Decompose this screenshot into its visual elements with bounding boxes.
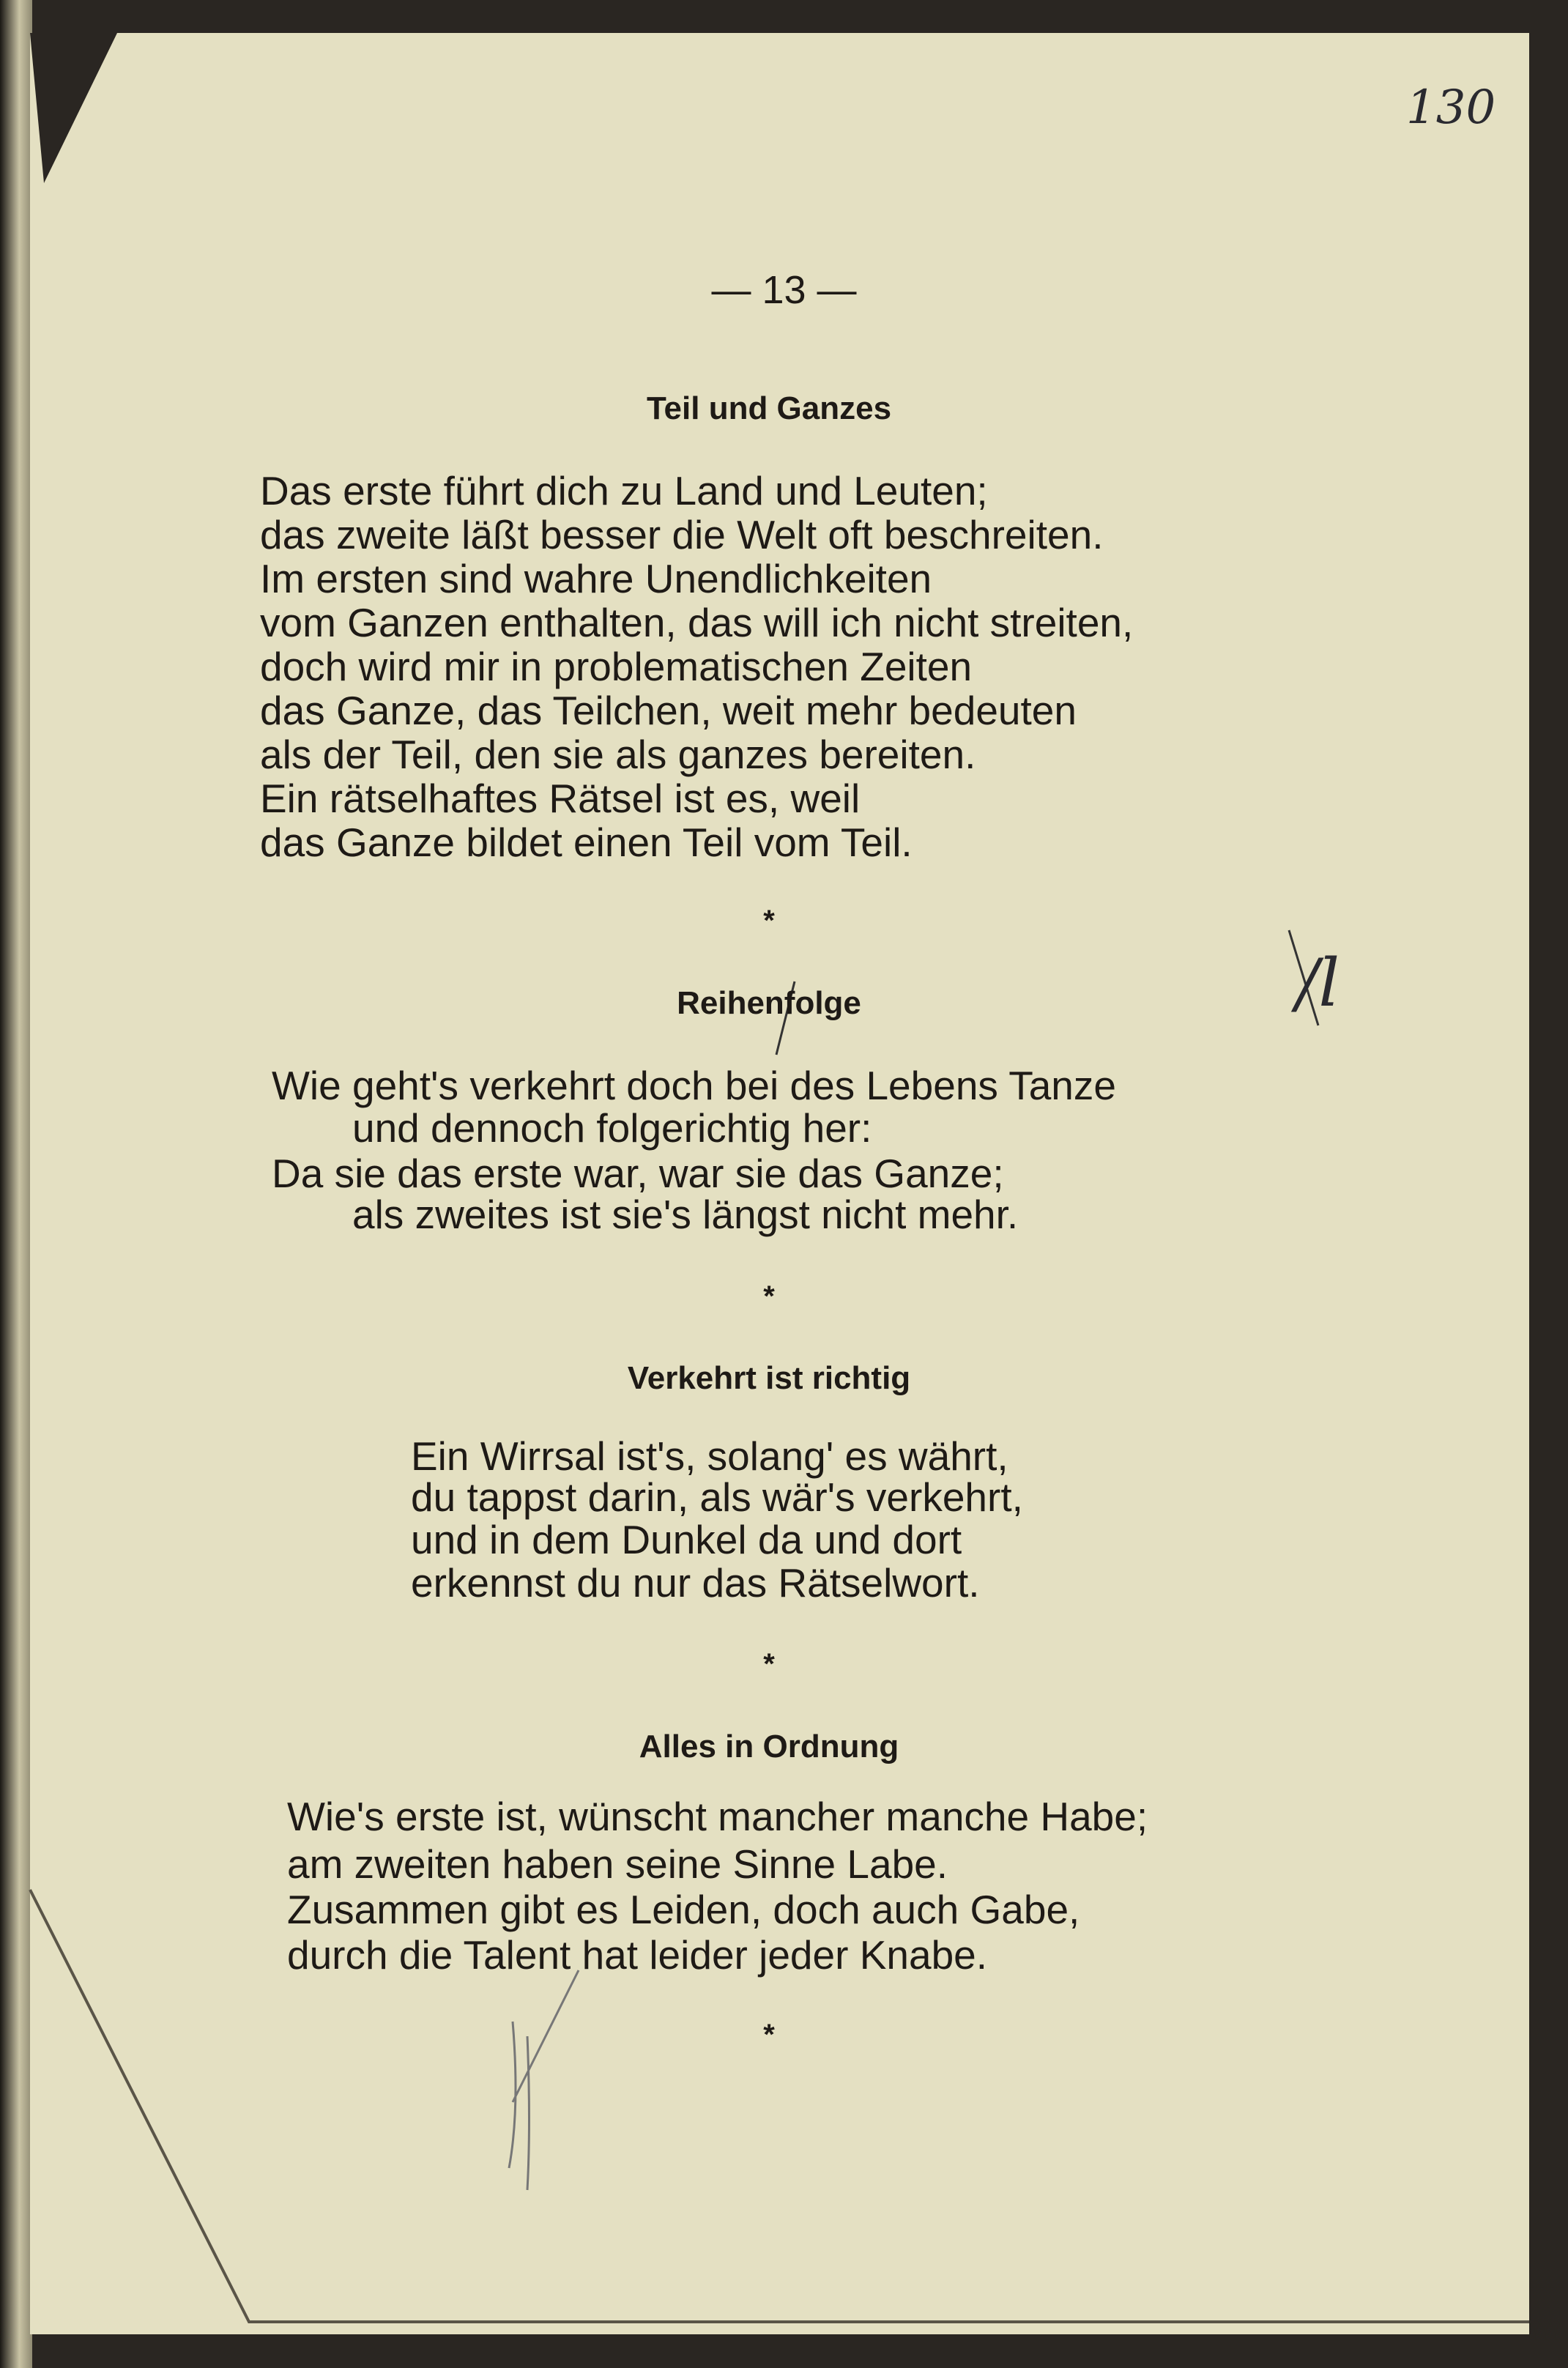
handwritten-margin-mark: /l (1296, 945, 1340, 1022)
poem-line: Wie geht's verkehrt doch bei des Lebens Tanze (272, 1063, 1116, 1108)
poem-line: Ein rätselhaftes Rätsel ist es, weil (260, 776, 861, 821)
poem-line: als zweites ist sie's längst nicht mehr. (352, 1192, 1019, 1237)
poem-line: Zusammen gibt es Leiden, doch auch Gabe, (287, 1887, 1080, 1932)
poem-line: Wie's erste ist, wünscht mancher manche Habe; (287, 1794, 1148, 1839)
separator-asterisk: * (763, 1280, 775, 1313)
handwritten-folio-number: 130 (1406, 81, 1496, 135)
poem-title: Alles in Ordnung (639, 1729, 899, 1764)
poem-line: das Ganze, das Teilchen, weit mehr bedeuten (260, 688, 1077, 733)
separator-asterisk: * (763, 905, 775, 937)
pencil-scribble (509, 1970, 579, 2190)
poem-line: Im ersten sind wahre Unendlichkeiten (260, 556, 932, 601)
poem-line: Das erste führt dich zu Land und Leuten; (260, 468, 988, 513)
poem-line: und dennoch folgerichtig her: (352, 1105, 872, 1151)
poem-title: Teil und Ganzes (646, 390, 892, 426)
poem-title: Verkehrt ist richtig (627, 1360, 911, 1396)
poem-line: durch die Talent hat leider jeder Knabe. (287, 1932, 988, 1978)
poem-line: du tappst darin, als wär's verkehrt, (411, 1474, 1023, 1520)
separator-asterisk: * (763, 1648, 775, 1680)
poem-title: Reihenfolge (677, 985, 861, 1021)
poem-line: erkennst du nur das Rätselwort. (411, 1560, 980, 1606)
separator-asterisk: * (763, 2019, 775, 2051)
poem-line: als der Teil, den sie als ganzes bereiten. (260, 732, 976, 777)
poem-line: Da sie das erste war, war sie das Ganze; (272, 1151, 1004, 1196)
poem-line: vom Ganzen enthalten, das will ich nicht streiten, (260, 600, 1134, 645)
poem-line: das zweite läßt besser die Welt oft beschreiten. (260, 512, 1104, 557)
page-number: — 13 — (711, 268, 857, 312)
poem-line: und in dem Dunkel da und dort (411, 1517, 962, 1562)
poem-line: am zweiten haben seine Sinne Labe. (287, 1841, 948, 1887)
poem-line: doch wird mir in problematischen Zeiten (260, 644, 973, 689)
poem-line: das Ganze bildet einen Teil vom Teil. (260, 820, 913, 865)
poem-line: Ein Wirrsal ist's, solang' es währt, (411, 1433, 1008, 1479)
